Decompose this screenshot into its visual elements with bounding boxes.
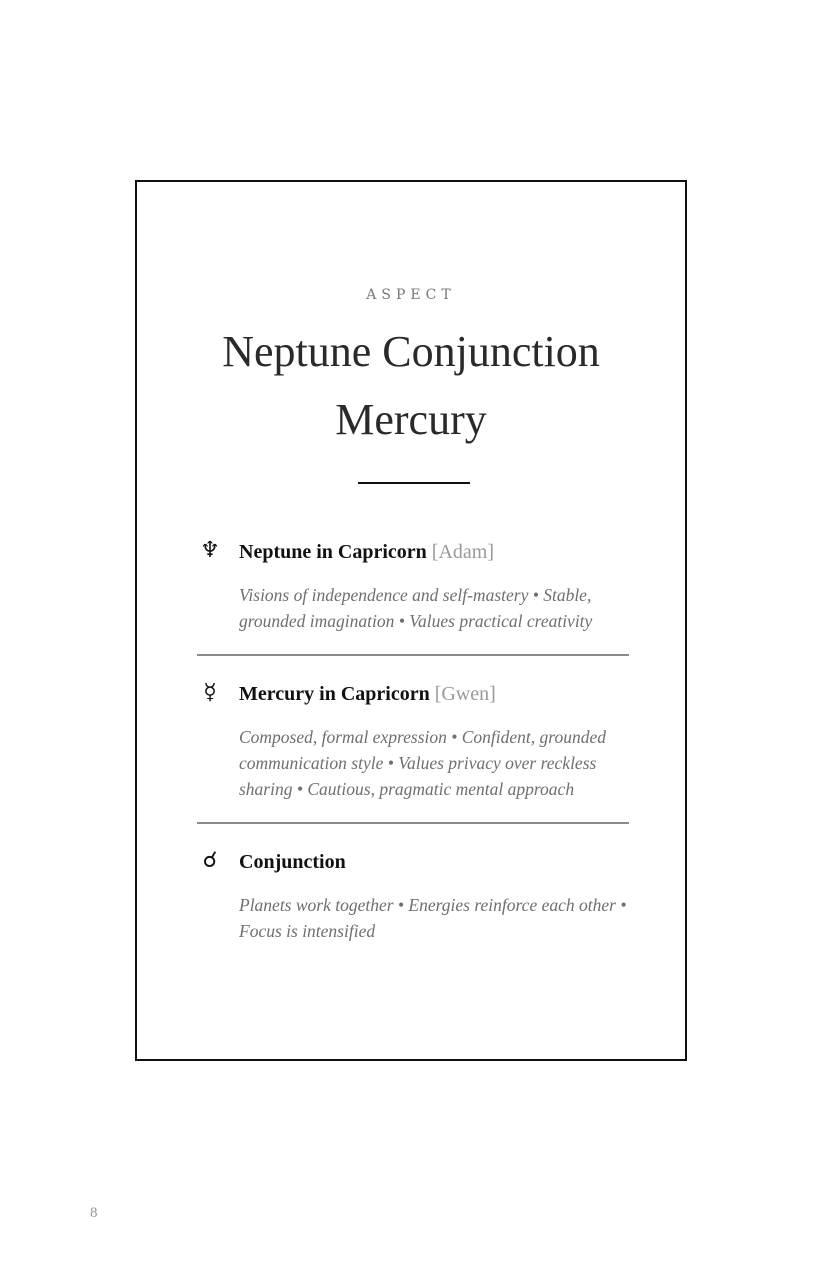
section-divider <box>197 654 629 656</box>
aspect-eyebrow: ASPECT <box>366 287 456 303</box>
section-heading <box>239 850 346 874</box>
neptune-icon: ♆ <box>200 538 220 563</box>
placement-name: Neptune in Capricorn <box>239 541 427 563</box>
placement-owner: [Gwen] <box>434 683 496 705</box>
planet-section-mercury <box>197 680 629 802</box>
section-heading <box>239 540 494 564</box>
conjunction-icon: ☌ <box>202 848 218 873</box>
mercury-icon: ☿ <box>203 680 217 705</box>
aspect-description: Planets work together • Energies reinforce each other • Focus is intensified <box>239 895 627 941</box>
aspect-card <box>135 180 687 1061</box>
placement-owner: [Adam] <box>431 541 494 563</box>
title-underline <box>358 482 470 484</box>
planet-section-neptune <box>197 538 629 634</box>
aspect-name: Conjunction <box>239 851 346 873</box>
placement-name: Mercury in Capricorn <box>239 683 430 705</box>
aspect-title: Neptune Conjunction Mercury <box>222 327 600 444</box>
section-heading <box>239 682 496 706</box>
section-divider <box>197 822 629 824</box>
section-header <box>197 538 629 568</box>
aspect-section-conjunction <box>197 848 629 944</box>
page-number: 8 <box>90 1205 98 1221</box>
placement-description: Visions of independence and self-mastery • Stable, grounded imagination • Values practical creativity <box>239 585 593 631</box>
section-header <box>197 680 629 710</box>
section-header <box>197 848 629 878</box>
placement-description: Composed, formal expression • Confident, grounded communication style • Values privacy over reckless sharing • Cautious, pragmatic mental approach <box>239 727 606 799</box>
